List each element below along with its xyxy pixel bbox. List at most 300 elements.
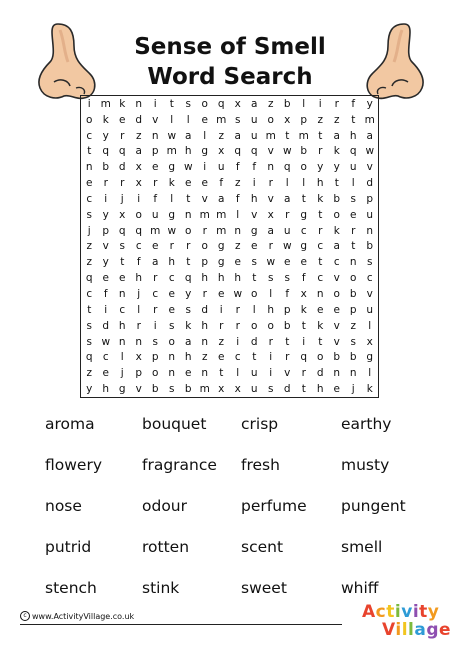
grid-letter: o <box>86 113 93 126</box>
grid-letter: i <box>153 319 157 332</box>
grid-letter: e <box>102 367 109 380</box>
grid-letter: y <box>366 97 373 110</box>
grid-letter: u <box>250 367 258 380</box>
grid-letter: c <box>119 303 126 316</box>
grid-letter: s <box>185 303 191 316</box>
grid-letter: r <box>186 240 191 253</box>
grid-letter: l <box>170 192 174 205</box>
grid-letter: i <box>236 335 240 348</box>
word-list-item: fragrance <box>142 455 217 474</box>
grid-letter: l <box>368 319 372 332</box>
grid-letter: z <box>267 97 274 110</box>
grid-letter: l <box>302 97 306 110</box>
grid-letter: p <box>349 303 357 316</box>
grid-letter: u <box>217 161 225 174</box>
grid-letter: e <box>251 240 258 253</box>
grid-letter: g <box>168 161 176 174</box>
grid-letter: s <box>251 256 257 269</box>
grid-letter: x <box>284 113 291 126</box>
grid-letter: m <box>216 208 227 221</box>
grid-letter: e <box>152 161 159 174</box>
grid-letter: q <box>135 224 143 237</box>
word-list-item: musty <box>341 455 390 474</box>
grid-letter: e <box>218 351 225 364</box>
grid-letter: k <box>119 97 126 110</box>
grid-letter: g <box>300 240 308 253</box>
grid-letter: v <box>102 240 109 253</box>
grid-letter: j <box>120 192 124 205</box>
grid-letter: f <box>301 272 306 285</box>
grid-letter: b <box>184 383 192 396</box>
grid-letter: e <box>185 177 192 190</box>
grid-letter: t <box>301 192 306 205</box>
grid-letter: x <box>366 335 373 348</box>
grid-letter: n <box>118 288 126 301</box>
grid-letter: v <box>366 288 373 301</box>
grid-letter: j <box>120 367 124 380</box>
grid-letter: a <box>234 129 241 142</box>
grid-letter: r <box>153 177 158 190</box>
grid-letter: h <box>184 351 192 364</box>
grid-letter: t <box>252 351 257 364</box>
grid-letter: y <box>102 208 109 221</box>
grid-letter: t <box>186 256 191 269</box>
word-list-item: perfume <box>241 496 307 515</box>
grid-letter: s <box>86 319 92 332</box>
grid-letter: c <box>168 272 175 285</box>
grid-letter: n <box>85 161 93 174</box>
grid-letter: b <box>102 161 110 174</box>
footer-url-text: www.ActivityVillage.co.uk <box>32 611 135 621</box>
grid-letter: u <box>250 113 258 126</box>
grid-letter: t <box>285 335 290 348</box>
grid-letter: z <box>86 256 92 269</box>
grid-letter: z <box>333 113 340 126</box>
grid-letter: a <box>333 240 340 253</box>
grid-letter: t <box>334 177 339 190</box>
copyright-icon: c <box>20 611 30 621</box>
grid-letter: h <box>184 145 192 158</box>
grid-letter: h <box>217 272 225 285</box>
grid-letter: q <box>217 97 225 110</box>
grid-letter: s <box>169 383 175 396</box>
grid-letter: u <box>151 208 159 221</box>
grid-letter: b <box>333 351 341 364</box>
grid-letter: i <box>153 97 157 110</box>
grid-letter: q <box>184 272 192 285</box>
grid-letter: l <box>351 177 355 190</box>
grid-letter: e <box>284 256 291 269</box>
grid-letter: h <box>234 272 242 285</box>
grid-letter: t <box>186 192 191 205</box>
grid-letter: z <box>350 319 356 332</box>
grid-letter: x <box>234 383 241 396</box>
grid-letter: y <box>102 129 109 142</box>
word-list-item: flowery <box>45 455 103 474</box>
grid-letter: h <box>316 383 324 396</box>
grid-letter: e <box>300 256 307 269</box>
grid-letter: k <box>366 383 373 396</box>
grid-letter: v <box>333 319 340 332</box>
grid-letter: i <box>104 303 108 316</box>
grid-letter: x <box>267 208 274 221</box>
grid-letter: r <box>169 240 174 253</box>
grid-letter: a <box>152 256 159 269</box>
grid-letter: w <box>266 256 276 269</box>
grid-letter: z <box>86 367 92 380</box>
grid-letter: l <box>236 208 240 221</box>
grid-letter: l <box>203 129 207 142</box>
grid-letter: s <box>350 192 356 205</box>
word-list-item: rotten <box>142 537 190 556</box>
grid-letter: g <box>250 224 258 237</box>
grid-letter: d <box>283 383 291 396</box>
word-list-item: stench <box>45 578 97 597</box>
grid-letter: i <box>137 192 141 205</box>
grid-letter: j <box>137 288 141 301</box>
grid-letter: r <box>318 224 323 237</box>
grid-letter: a <box>333 129 340 142</box>
grid-letter: n <box>333 367 341 380</box>
grid-letter: r <box>136 319 141 332</box>
grid-letter: r <box>120 177 125 190</box>
grid-letter: p <box>151 145 159 158</box>
grid-letter: t <box>318 335 323 348</box>
grid-letter: r <box>202 224 207 237</box>
grid-letter: n <box>349 256 357 269</box>
grid-letter: o <box>185 224 192 237</box>
grid-letter: u <box>366 303 374 316</box>
grid-letter: t <box>351 113 356 126</box>
grid-letter: r <box>285 208 290 221</box>
grid-letter: g <box>201 145 209 158</box>
grid-letter: z <box>86 240 92 253</box>
grid-letter: h <box>349 129 357 142</box>
grid-letter: r <box>285 351 290 364</box>
activity-village-logo <box>360 600 452 648</box>
grid-letter: i <box>269 367 273 380</box>
word-list-item: bouquet <box>142 414 207 433</box>
grid-letter: n <box>201 367 209 380</box>
grid-letter: c <box>135 240 142 253</box>
grid-letter: b <box>349 351 357 364</box>
logo-line2: Village <box>382 620 452 640</box>
grid-letter: e <box>102 272 109 285</box>
grid-letter: x <box>218 145 225 158</box>
grid-letter: k <box>333 224 340 237</box>
grid-letter: i <box>318 97 322 110</box>
grid-letter: e <box>234 256 241 269</box>
grid-letter: k <box>317 319 324 332</box>
grid-letter: p <box>135 367 143 380</box>
grid-letter: c <box>86 288 93 301</box>
word-list-item: whiff <box>341 578 379 597</box>
grid-letter: v <box>201 192 208 205</box>
grid-letter: g <box>366 351 374 364</box>
grid-letter: t <box>219 367 224 380</box>
grid-letter: a <box>284 192 291 205</box>
grid-letter: v <box>267 145 274 158</box>
word-list-item: crisp <box>241 414 279 433</box>
grid-letter: l <box>186 113 190 126</box>
grid-letter: e <box>119 113 126 126</box>
grid-letter: r <box>235 319 240 332</box>
grid-letter: v <box>333 272 340 285</box>
grid-letter: f <box>235 192 240 205</box>
grid-letter: c <box>317 272 324 285</box>
grid-letter: f <box>285 288 290 301</box>
grid-letter: s <box>86 335 92 348</box>
grid-letter: r <box>268 335 273 348</box>
grid-letter: v <box>267 192 274 205</box>
grid-letter: b <box>300 145 308 158</box>
grid-letter: a <box>251 97 258 110</box>
grid-letter: r <box>202 288 207 301</box>
grid-letter: z <box>234 240 241 253</box>
grid-letter: a <box>366 129 373 142</box>
grid-letter: n <box>201 335 209 348</box>
grid-letter: p <box>283 303 291 316</box>
grid-letter: q <box>349 145 357 158</box>
grid-letter: k <box>300 303 307 316</box>
grid-letter: x <box>234 97 241 110</box>
grid-letter: d <box>201 303 209 316</box>
grid-letter: s <box>284 272 290 285</box>
grid-letter: w <box>282 145 292 158</box>
grid-letter: c <box>86 192 93 205</box>
grid-letter: s <box>169 319 175 332</box>
grid-letter: u <box>250 129 258 142</box>
grid-letter: t <box>120 256 125 269</box>
grid-letter: o <box>317 351 324 364</box>
grid-letter: z <box>201 351 208 364</box>
grid-letter: i <box>203 161 207 174</box>
grid-letter: n <box>135 97 143 110</box>
grid-letter: v <box>251 208 258 221</box>
grid-letter: e <box>350 208 357 221</box>
grid-letter: o <box>201 240 208 253</box>
grid-letter: n <box>168 367 176 380</box>
grid-letter: m <box>100 97 111 110</box>
grid-letter: t <box>285 129 290 142</box>
word-search-grid <box>80 95 379 398</box>
grid-letter: q <box>118 145 126 158</box>
grid-letter: n <box>316 288 324 301</box>
footer-divider <box>20 624 342 625</box>
grid-letter: w <box>167 129 177 142</box>
grid-letter: o <box>201 97 208 110</box>
word-list-item: putrid <box>45 537 92 556</box>
grid-letter: m <box>199 208 210 221</box>
grid-letter: h <box>250 192 258 205</box>
grid-letter: r <box>318 145 323 158</box>
grid-letter: r <box>153 272 158 285</box>
grid-letter: h <box>135 272 143 285</box>
grid-letter: r <box>334 97 339 110</box>
grid-letter: q <box>102 145 110 158</box>
grid-letter: x <box>218 383 225 396</box>
grid-letter: m <box>265 129 276 142</box>
word-list-item: sweet <box>241 578 287 597</box>
grid-letter: c <box>300 224 307 237</box>
grid-letter: h <box>201 272 209 285</box>
grid-letter: q <box>85 351 93 364</box>
grid-letter: k <box>168 177 175 190</box>
grid-letter: c <box>102 351 109 364</box>
grid-letter: u <box>366 208 374 221</box>
grid-letter: b <box>366 240 374 253</box>
page-title-line1: Sense of Smell <box>134 34 326 60</box>
grid-letter: w <box>233 288 243 301</box>
grid-letter: d <box>250 335 258 348</box>
grid-letter: v <box>152 113 159 126</box>
grid-letter: t <box>87 145 92 158</box>
grid-letter: r <box>120 129 125 142</box>
grid-letter: c <box>234 351 241 364</box>
grid-letter: l <box>302 177 306 190</box>
grid-letter: h <box>267 303 275 316</box>
footer-url <box>20 611 134 621</box>
logo-line1: Activity <box>362 602 440 622</box>
grid-letter: z <box>135 129 142 142</box>
grid-letter: s <box>152 335 158 348</box>
grid-letter: s <box>235 113 241 126</box>
grid-letter: e <box>86 177 93 190</box>
grid-letter: b <box>283 97 291 110</box>
grid-letter: m <box>166 145 177 158</box>
grid-letter: o <box>267 319 274 332</box>
grid-letter: g <box>168 208 176 221</box>
grid-letter: c <box>317 240 324 253</box>
grid-letter: y <box>185 288 192 301</box>
grid-letter: s <box>86 208 92 221</box>
grid-letter: a <box>135 145 142 158</box>
grid-letter: s <box>350 335 356 348</box>
grid-letter: a <box>218 192 225 205</box>
grid-letter: z <box>317 113 323 126</box>
grid-letter: y <box>86 383 93 396</box>
grid-letter: l <box>368 367 372 380</box>
grid-letter: m <box>298 129 309 142</box>
grid-letter: n <box>267 161 275 174</box>
grid-letter: u <box>349 161 357 174</box>
grid-letter: q <box>234 145 242 158</box>
grid-letter: w <box>183 161 193 174</box>
grid-letter: p <box>366 192 374 205</box>
grid-letter: e <box>152 240 159 253</box>
grid-letter: t <box>318 208 323 221</box>
grid-letter: o <box>333 208 340 221</box>
grid-letter: o <box>251 319 258 332</box>
grid-letter: f <box>103 288 108 301</box>
grid-letter: e <box>201 113 208 126</box>
grid-letter: a <box>267 224 274 237</box>
grid-letter: c <box>366 272 373 285</box>
grid-letter: r <box>301 367 306 380</box>
grid-letter: g <box>217 256 225 269</box>
grid-letter: x <box>119 208 126 221</box>
grid-letter: q <box>250 145 258 158</box>
grid-letter: o <box>152 367 159 380</box>
grid-letter: t <box>169 97 174 110</box>
grid-letter: f <box>235 161 240 174</box>
grid-letter: p <box>300 113 308 126</box>
grid-letter: v <box>366 161 373 174</box>
word-list <box>45 403 445 603</box>
grid-letter: e <box>201 177 208 190</box>
grid-letter: f <box>219 177 224 190</box>
grid-letter: l <box>236 367 240 380</box>
grid-letter: f <box>136 256 141 269</box>
grid-letter: v <box>284 367 291 380</box>
grid-letter: r <box>235 303 240 316</box>
grid-letter: l <box>137 303 141 316</box>
grid-letter: n <box>366 224 374 237</box>
grid-letter: p <box>102 224 110 237</box>
word-list-item: nose <box>45 496 82 515</box>
grid-letter: m <box>150 224 161 237</box>
grid-letter: o <box>251 288 258 301</box>
grid-letter: e <box>168 303 175 316</box>
grid-letter: o <box>135 208 142 221</box>
grid-letter: t <box>318 129 323 142</box>
grid-letter: x <box>135 177 142 190</box>
grid-letter: i <box>252 177 256 190</box>
grid-letter: v <box>135 383 142 396</box>
grid-letter: f <box>351 97 356 110</box>
grid-letter: i <box>219 303 223 316</box>
grid-letter: o <box>300 161 307 174</box>
word-list-item: pungent <box>341 496 406 515</box>
grid-letter: m <box>199 383 210 396</box>
grid-letter: u <box>283 224 291 237</box>
grid-letter: y <box>333 161 340 174</box>
grid-letter: a <box>185 129 192 142</box>
grid-letter: t <box>301 383 306 396</box>
grid-letter: c <box>152 288 159 301</box>
grid-letter: y <box>317 161 324 174</box>
word-list-item: scent <box>241 537 284 556</box>
grid-letter: i <box>104 192 108 205</box>
grid-letter: t <box>301 319 306 332</box>
word-list-item: smell <box>341 537 383 556</box>
grid-letter: y <box>102 256 109 269</box>
grid-letter: e <box>317 303 324 316</box>
grid-letter: z <box>234 177 241 190</box>
grid-letter: f <box>153 192 158 205</box>
grid-letter: n <box>234 224 242 237</box>
word-list-item: aroma <box>45 414 95 433</box>
grid-letter: s <box>268 383 274 396</box>
grid-letter: a <box>185 335 192 348</box>
grid-letter: d <box>366 177 374 190</box>
grid-letter: h <box>201 319 209 332</box>
grid-letter: n <box>184 208 192 221</box>
grid-letter: r <box>268 177 273 190</box>
grid-letter: q <box>300 351 308 364</box>
grid-letter: m <box>216 113 227 126</box>
grid-letter: h <box>118 319 126 332</box>
grid-letter: g <box>300 208 308 221</box>
grid-letter: r <box>219 319 224 332</box>
grid-letter: k <box>102 113 109 126</box>
grid-letter: r <box>153 303 158 316</box>
grid-letter: r <box>351 224 356 237</box>
grid-letter: j <box>351 383 355 396</box>
grid-letter: k <box>317 192 324 205</box>
grid-letter: n <box>135 335 143 348</box>
grid-letter: x <box>135 351 142 364</box>
